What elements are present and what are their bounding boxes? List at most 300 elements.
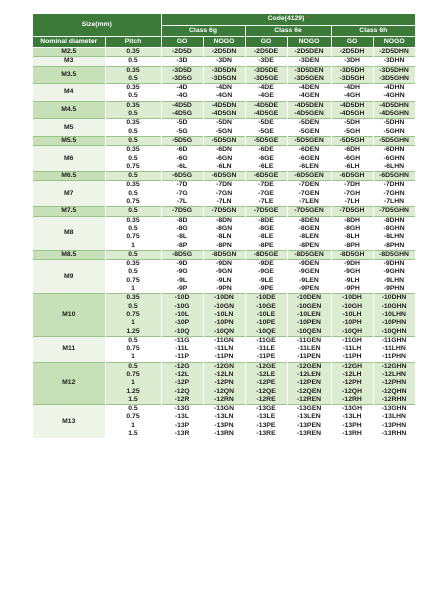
- nominal-diameter-cell: M8: [33, 216, 105, 250]
- code-6e-go-cell: -5GE: [245, 128, 287, 137]
- code-6h-go-cell: -11PH: [331, 353, 373, 362]
- code-6h-go-cell: -8GH: [331, 225, 373, 233]
- code-6h-nogo-cell: -12PHN: [373, 379, 415, 387]
- code-6e-nogo-cell: -11PEN: [287, 353, 331, 362]
- code-6h-go-cell: -7LH: [331, 198, 373, 207]
- code-6e-go-cell: -9LE: [245, 277, 287, 285]
- code-6h-go-cell: -8LH: [331, 233, 373, 241]
- code-6g-go-cell: -4D5G: [161, 110, 203, 119]
- table-header: [33, 14, 415, 48]
- code-6e-go-cell: -9GE: [245, 268, 287, 276]
- code-6e-go-cell: -8LE: [245, 233, 287, 241]
- code-6h-nogo-cell: -3D5GHN: [373, 75, 415, 84]
- code-6e-go-cell: -4GE: [245, 92, 287, 101]
- pitch-cell: 0.5: [105, 405, 161, 414]
- table-row: [33, 146, 415, 155]
- code-6g-nogo-cell: -5D5GN: [203, 136, 245, 145]
- code-6g-nogo-cell: -10LN: [203, 311, 245, 319]
- pitch-cell: 0.35: [105, 66, 161, 75]
- code-6e-go-cell: -3D5GE: [245, 75, 287, 84]
- pitch-cell: 0.75: [105, 311, 161, 319]
- code-6h-go-cell: -3DH: [331, 57, 373, 66]
- code-6g-go-cell: -8D: [161, 216, 203, 225]
- code-6h-nogo-cell: -8D5GHN: [373, 250, 415, 259]
- code-6g-go-cell: -12L: [161, 371, 203, 379]
- code-6g-nogo-cell: -8D5GN: [203, 250, 245, 259]
- code-6e-go-cell: -8DE: [245, 216, 287, 225]
- code-6h-go-cell: -4GH: [331, 92, 373, 101]
- code-6e-nogo-cell: -7LEN: [287, 198, 331, 207]
- code-6h-nogo-cell: -10GHN: [373, 303, 415, 311]
- code-6g-go-cell: -10L: [161, 311, 203, 319]
- code-6h-go-cell: -7D5GH: [331, 207, 373, 216]
- code-6g-go-cell: -7D: [161, 181, 203, 190]
- code-6h-nogo-cell: -10PHN: [373, 319, 415, 327]
- code-6h-nogo-cell: -13GHN: [373, 405, 415, 414]
- pitch-cell: 0.5: [105, 207, 161, 216]
- code-6g-go-cell: -9G: [161, 268, 203, 276]
- code-6h-nogo-cell: -13PHN: [373, 422, 415, 430]
- code-6e-nogo-cell: -9GEN: [287, 268, 331, 276]
- pitch-cell: 1.5: [105, 396, 161, 405]
- pitch-cell: 0.5: [105, 303, 161, 311]
- code-6g-go-cell: -7L: [161, 198, 203, 207]
- pitch-cell: 0.5: [105, 57, 161, 66]
- code-6h-nogo-cell: -2D5DHN: [373, 48, 415, 57]
- code-6h-go-cell: -7GH: [331, 190, 373, 198]
- nominal-diameter-cell: M7: [33, 181, 105, 207]
- code-6e-nogo-cell: -13LEN: [287, 413, 331, 421]
- pitch-cell: 0.5: [105, 268, 161, 276]
- code-6g-nogo-cell: -12PN: [203, 379, 245, 387]
- code-6g-nogo-cell: -8DN: [203, 216, 245, 225]
- code-6e-nogo-cell: -9LEN: [287, 277, 331, 285]
- pitch-cell: 1: [105, 242, 161, 251]
- code-6e-go-cell: -6DE: [245, 146, 287, 155]
- code-6g-nogo-cell: -2D5DN: [203, 48, 245, 57]
- code-6g-nogo-cell: -11LN: [203, 345, 245, 353]
- pitch-cell: 1: [105, 379, 161, 387]
- code-6g-nogo-cell: -6D5GN: [203, 172, 245, 181]
- code-6h-go-cell: -6GH: [331, 155, 373, 163]
- code-6e-go-cell: -7LE: [245, 198, 287, 207]
- nominal-diameter-cell: M7.5: [33, 207, 105, 216]
- code-6e-nogo-cell: -8DEN: [287, 216, 331, 225]
- code-6h-nogo-cell: -9PHN: [373, 285, 415, 294]
- code-6g-nogo-cell: -7D5GN: [203, 207, 245, 216]
- code-6g-go-cell: -6G: [161, 155, 203, 163]
- code-6h-go-cell: -12LH: [331, 371, 373, 379]
- pitch-cell: 0.5: [105, 136, 161, 145]
- code-6e-go-cell: -8PE: [245, 242, 287, 251]
- class-6e-header: Class 6e: [245, 26, 331, 37]
- code-6g-nogo-cell: -10DN: [203, 294, 245, 303]
- code-6e-go-cell: -6GE: [245, 155, 287, 163]
- code-6e-go-cell: -10DE: [245, 294, 287, 303]
- pitch-cell: 0.5: [105, 250, 161, 259]
- code-6g-nogo-cell: -9GN: [203, 268, 245, 276]
- pitch-cell: 0.35: [105, 146, 161, 155]
- code-6h-nogo-cell: -13LHN: [373, 413, 415, 421]
- code-6h-go-cell: -13RH: [331, 430, 373, 438]
- code-6e-go-cell: -7DE: [245, 181, 287, 190]
- code-6h-go-cell: -6D5GH: [331, 172, 373, 181]
- code-6e-go-cell: -8GE: [245, 225, 287, 233]
- pitch-cell: 0.35: [105, 181, 161, 190]
- thread-gauge-code-table: [33, 14, 416, 438]
- code-6g-nogo-cell: -6LN: [203, 163, 245, 172]
- code-6g-go-cell: -9D: [161, 260, 203, 269]
- code-6g-go-cell: -12P: [161, 379, 203, 387]
- code-6g-go-cell: -3D: [161, 57, 203, 66]
- code-6e-nogo-cell: -6GEN: [287, 155, 331, 163]
- go-header-6g: GO: [161, 37, 203, 48]
- code-6h-nogo-cell: -6DHN: [373, 146, 415, 155]
- pitch-cell: 0.75: [105, 413, 161, 421]
- code-6g-go-cell: -11L: [161, 345, 203, 353]
- table-row: [33, 362, 415, 371]
- code-label: Code(4129): [267, 15, 305, 23]
- pitch-cell: 0.5: [105, 362, 161, 371]
- pitch-cell: 0.35: [105, 119, 161, 128]
- nominal-diameter-cell: M12: [33, 362, 105, 404]
- code-6e-nogo-cell: -7DEN: [287, 181, 331, 190]
- code-6g-nogo-cell: -8GN: [203, 225, 245, 233]
- code-6g-nogo-cell: -6DN: [203, 146, 245, 155]
- code-6e-go-cell: -13PE: [245, 422, 287, 430]
- code-6h-nogo-cell: -5GHN: [373, 128, 415, 137]
- code-6h-go-cell: -4DH: [331, 84, 373, 93]
- class-6h-header: Class 6h: [331, 26, 415, 37]
- code-6e-go-cell: -4DE: [245, 84, 287, 93]
- code-6e-nogo-cell: -12REN: [287, 396, 331, 405]
- code-6g-go-cell: -13L: [161, 413, 203, 421]
- pitch-cell: 0.5: [105, 336, 161, 345]
- code-6e-go-cell: -2D5DE: [245, 48, 287, 57]
- code-6e-nogo-cell: -4DEN: [287, 84, 331, 93]
- code-6g-nogo-cell: -10QN: [203, 328, 245, 337]
- code-6g-go-cell: -13G: [161, 405, 203, 414]
- code-6e-go-cell: -10PE: [245, 319, 287, 327]
- nominal-diameter-cell: M4.5: [33, 101, 105, 119]
- code-6e-nogo-cell: -12PEN: [287, 379, 331, 387]
- code-6e-nogo-cell: -5DEN: [287, 119, 331, 128]
- code-6h-go-cell: -5DH: [331, 119, 373, 128]
- pitch-cell: 0.5: [105, 225, 161, 233]
- pitch-cell: 0.5: [105, 155, 161, 163]
- code-6e-nogo-cell: -10GEN: [287, 303, 331, 311]
- table-row: [33, 336, 415, 345]
- code-6g-go-cell: -10D: [161, 294, 203, 303]
- code-6g-go-cell: -12G: [161, 362, 203, 371]
- code-6e-go-cell: -5D5GE: [245, 136, 287, 145]
- code-6h-go-cell: -9LH: [331, 277, 373, 285]
- pitch-cell: 0.5: [105, 190, 161, 198]
- code-6g-go-cell: -12R: [161, 396, 203, 405]
- code-6h-nogo-cell: -7GHN: [373, 190, 415, 198]
- code-6e-nogo-cell: -10QEN: [287, 328, 331, 337]
- pitch-cell: 0.35: [105, 260, 161, 269]
- code-6g-nogo-cell: -11GN: [203, 336, 245, 345]
- code-6g-nogo-cell: -10PN: [203, 319, 245, 327]
- pitch-cell: 1.25: [105, 388, 161, 396]
- code-6g-nogo-cell: -12QN: [203, 388, 245, 396]
- nominal-diameter-cell: M2.5: [33, 48, 105, 57]
- code-6e-go-cell: -12LE: [245, 371, 287, 379]
- code-6g-nogo-cell: -11PN: [203, 353, 245, 362]
- code-6h-nogo-cell: -6LHN: [373, 163, 415, 172]
- code-6h-go-cell: -8D5GH: [331, 250, 373, 259]
- code-6h-go-cell: -10GH: [331, 303, 373, 311]
- code-6e-go-cell: -12QE: [245, 388, 287, 396]
- code-6h-nogo-cell: -9DHN: [373, 260, 415, 269]
- code-6e-go-cell: -13RE: [245, 430, 287, 438]
- code-6g-nogo-cell: -3DN: [203, 57, 245, 66]
- code-6e-nogo-cell: -2D5DEN: [287, 48, 331, 57]
- table-body: [33, 48, 415, 439]
- code-6e-nogo-cell: -11LEN: [287, 345, 331, 353]
- code-6e-nogo-cell: -10PEN: [287, 319, 331, 327]
- code-6h-go-cell: -9GH: [331, 268, 373, 276]
- code-6e-nogo-cell: -9DEN: [287, 260, 331, 269]
- code-6e-nogo-cell: -9PEN: [287, 285, 331, 294]
- code-6h-nogo-cell: -5DHN: [373, 119, 415, 128]
- code-6g-go-cell: -13P: [161, 422, 203, 430]
- code-6h-go-cell: -9PH: [331, 285, 373, 294]
- code-6e-nogo-cell: -12LEN: [287, 371, 331, 379]
- pitch-cell: 0.35: [105, 48, 161, 57]
- code-6g-nogo-cell: -5DN: [203, 119, 245, 128]
- table-row: [33, 136, 415, 145]
- code-6e-nogo-cell: -5GEN: [287, 128, 331, 137]
- code-6g-go-cell: -4D5D: [161, 101, 203, 110]
- code-6e-go-cell: -10LE: [245, 311, 287, 319]
- code-6g-nogo-cell: -12LN: [203, 371, 245, 379]
- code-6g-go-cell: -3D5G: [161, 75, 203, 84]
- code-6e-nogo-cell: -3D5GEN: [287, 75, 331, 84]
- code-6h-go-cell: -7DH: [331, 181, 373, 190]
- code-6e-go-cell: -12PE: [245, 379, 287, 387]
- code-6g-go-cell: -5G: [161, 128, 203, 137]
- code-6h-go-cell: -6LH: [331, 163, 373, 172]
- go-header-6e: GO: [245, 37, 287, 48]
- code-6g-go-cell: -2D5D: [161, 48, 203, 57]
- code-6e-nogo-cell: -13REN: [287, 430, 331, 438]
- size-header: Size(mm): [33, 14, 161, 37]
- code-6g-nogo-cell: -13RN: [203, 430, 245, 438]
- code-6e-nogo-cell: -11GEN: [287, 336, 331, 345]
- thread-gauge-code-table-container: [33, 14, 415, 438]
- code-6h-go-cell: -3D5GH: [331, 75, 373, 84]
- code-6h-nogo-cell: -9GHN: [373, 268, 415, 276]
- code-6g-go-cell: -8P: [161, 242, 203, 251]
- code-6e-nogo-cell: -8GEN: [287, 225, 331, 233]
- code-6h-nogo-cell: -6D5GHN: [373, 172, 415, 181]
- code-6h-nogo-cell: -8GHN: [373, 225, 415, 233]
- code-6g-nogo-cell: -10GN: [203, 303, 245, 311]
- code-6g-go-cell: -10Q: [161, 328, 203, 337]
- code-6g-go-cell: -5D5G: [161, 136, 203, 145]
- code-6h-nogo-cell: -10QHN: [373, 328, 415, 337]
- code-6h-nogo-cell: -11GHN: [373, 336, 415, 345]
- code-6h-nogo-cell: -3D5DHN: [373, 66, 415, 75]
- nogo-header-6h: NOGO: [373, 37, 415, 48]
- nominal-diameter-cell: M4: [33, 84, 105, 102]
- code-6e-go-cell: -11GE: [245, 336, 287, 345]
- code-6e-go-cell: -7D5GE: [245, 207, 287, 216]
- code-6g-nogo-cell: -7GN: [203, 190, 245, 198]
- code-6g-go-cell: -8L: [161, 233, 203, 241]
- code-6h-go-cell: -9DH: [331, 260, 373, 269]
- table-row: [33, 48, 415, 57]
- code-6h-nogo-cell: -10LHN: [373, 311, 415, 319]
- code-6e-go-cell: -9PE: [245, 285, 287, 294]
- nominal-diameter-cell: M3: [33, 57, 105, 66]
- code-6g-go-cell: -11G: [161, 336, 203, 345]
- code-6h-go-cell: -4D5DH: [331, 101, 373, 110]
- code-6e-nogo-cell: -13GEN: [287, 405, 331, 414]
- code-6e-go-cell: -11LE: [245, 345, 287, 353]
- code-6g-go-cell: -7D5G: [161, 207, 203, 216]
- code-6e-nogo-cell: -7GEN: [287, 190, 331, 198]
- code-6h-nogo-cell: -7D5GHN: [373, 207, 415, 216]
- nominal-diameter-cell: M13: [33, 405, 105, 439]
- code-6g-go-cell: -12Q: [161, 388, 203, 396]
- pitch-cell: 0.75: [105, 233, 161, 241]
- pitch-cell: 0.5: [105, 92, 161, 101]
- code-6e-go-cell: -10QE: [245, 328, 287, 337]
- code-6h-go-cell: -10PH: [331, 319, 373, 327]
- code-6h-go-cell: -6DH: [331, 146, 373, 155]
- code-6e-nogo-cell: -12QEN: [287, 388, 331, 396]
- code-6g-go-cell: -9P: [161, 285, 203, 294]
- pitch-cell: 1.25: [105, 328, 161, 337]
- code-6h-nogo-cell: -12RHN: [373, 396, 415, 405]
- code-6g-go-cell: -6D5G: [161, 172, 203, 181]
- table-row: [33, 181, 415, 190]
- code-6h-go-cell: -13LH: [331, 413, 373, 421]
- table-row: [33, 250, 415, 259]
- code-6h-go-cell: -12RH: [331, 396, 373, 405]
- code-6g-go-cell: -10P: [161, 319, 203, 327]
- table-row: [33, 405, 415, 414]
- pitch-cell: 1: [105, 353, 161, 362]
- code-6h-go-cell: -10LH: [331, 311, 373, 319]
- code-marker: *: [306, 15, 309, 23]
- pitch-cell: 0.75: [105, 371, 161, 379]
- code-6e-nogo-cell: -13PEN: [287, 422, 331, 430]
- code-6g-nogo-cell: -13LN: [203, 413, 245, 421]
- code-header: [161, 14, 415, 26]
- code-6g-nogo-cell: -13PN: [203, 422, 245, 430]
- code-6h-go-cell: -8DH: [331, 216, 373, 225]
- code-6e-nogo-cell: -12GEN: [287, 362, 331, 371]
- nominal-diameter-cell: M8.5: [33, 250, 105, 259]
- nominal-diameter-cell: M9: [33, 260, 105, 294]
- table-row: [33, 260, 415, 269]
- code-6e-nogo-cell: -10LEN: [287, 311, 331, 319]
- code-6e-nogo-cell: -4GEN: [287, 92, 331, 101]
- code-6h-nogo-cell: -13RHN: [373, 430, 415, 438]
- code-6e-nogo-cell: -5D5GEN: [287, 136, 331, 145]
- nogo-header-6e: NOGO: [287, 37, 331, 48]
- code-6g-nogo-cell: -9DN: [203, 260, 245, 269]
- table-row: [33, 207, 415, 216]
- code-6h-nogo-cell: -9LHN: [373, 277, 415, 285]
- code-6h-nogo-cell: -4DHN: [373, 84, 415, 93]
- table-row: [33, 84, 415, 93]
- code-6e-nogo-cell: -6D5GEN: [287, 172, 331, 181]
- nominal-diameter-cell: M10: [33, 294, 105, 336]
- pitch-cell: 1: [105, 319, 161, 327]
- code-6g-go-cell: -9L: [161, 277, 203, 285]
- code-6e-go-cell: -12RE: [245, 396, 287, 405]
- pitch-cell: 0.75: [105, 198, 161, 207]
- code-6h-nogo-cell: -11PHN: [373, 353, 415, 362]
- pitch-cell: 0.5: [105, 128, 161, 137]
- code-6g-nogo-cell: -3D5DN: [203, 66, 245, 75]
- nominal-diameter-cell: M6.5: [33, 172, 105, 181]
- code-6h-nogo-cell: -7DHN: [373, 181, 415, 190]
- pitch-cell: 0.35: [105, 216, 161, 225]
- code-6g-go-cell: -6D: [161, 146, 203, 155]
- code-6e-go-cell: -11PE: [245, 353, 287, 362]
- code-6h-go-cell: -12QH: [331, 388, 373, 396]
- code-6h-go-cell: -3D5DH: [331, 66, 373, 75]
- code-6h-nogo-cell: -4D5GHN: [373, 110, 415, 119]
- code-6g-go-cell: -3D5D: [161, 66, 203, 75]
- code-6g-nogo-cell: -9PN: [203, 285, 245, 294]
- code-6g-nogo-cell: -4GN: [203, 92, 245, 101]
- code-6h-go-cell: -13GH: [331, 405, 373, 414]
- code-6g-go-cell: -10G: [161, 303, 203, 311]
- code-6h-nogo-cell: -11LHN: [373, 345, 415, 353]
- code-6h-nogo-cell: -4D5DHN: [373, 101, 415, 110]
- code-6g-nogo-cell: -8LN: [203, 233, 245, 241]
- table-row: [33, 57, 415, 66]
- code-6e-go-cell: -4D5GE: [245, 110, 287, 119]
- table-row: [33, 119, 415, 128]
- code-6e-go-cell: -9DE: [245, 260, 287, 269]
- code-6e-nogo-cell: -4D5GEN: [287, 110, 331, 119]
- go-header-6h: GO: [331, 37, 373, 48]
- code-6e-go-cell: -6LE: [245, 163, 287, 172]
- code-6g-nogo-cell: -4D5DN: [203, 101, 245, 110]
- code-6g-nogo-cell: -4DN: [203, 84, 245, 93]
- table-row: [33, 216, 415, 225]
- code-6h-go-cell: -5GH: [331, 128, 373, 137]
- code-6e-nogo-cell: -6LEN: [287, 163, 331, 172]
- class-6g-header: Class 6g: [161, 26, 245, 37]
- code-6h-nogo-cell: -12LHN: [373, 371, 415, 379]
- code-6e-nogo-cell: -4D5DEN: [287, 101, 331, 110]
- table-row: [33, 101, 415, 110]
- nominal-diameter-cell: M5.5: [33, 136, 105, 145]
- code-6e-nogo-cell: -10DEN: [287, 294, 331, 303]
- code-6e-nogo-cell: -7D5GEN: [287, 207, 331, 216]
- code-6h-nogo-cell: -4GHN: [373, 92, 415, 101]
- code-6g-nogo-cell: -7LN: [203, 198, 245, 207]
- code-6g-go-cell: -5D: [161, 119, 203, 128]
- code-6h-go-cell: -11LH: [331, 345, 373, 353]
- code-6g-go-cell: -8D5G: [161, 250, 203, 259]
- nominal-diameter-header: Nominal diameter: [33, 37, 105, 48]
- code-6h-go-cell: -12PH: [331, 379, 373, 387]
- code-6h-go-cell: -12GH: [331, 362, 373, 371]
- code-6h-go-cell: -10DH: [331, 294, 373, 303]
- code-6g-go-cell: -4D: [161, 84, 203, 93]
- pitch-cell: 0.35: [105, 84, 161, 93]
